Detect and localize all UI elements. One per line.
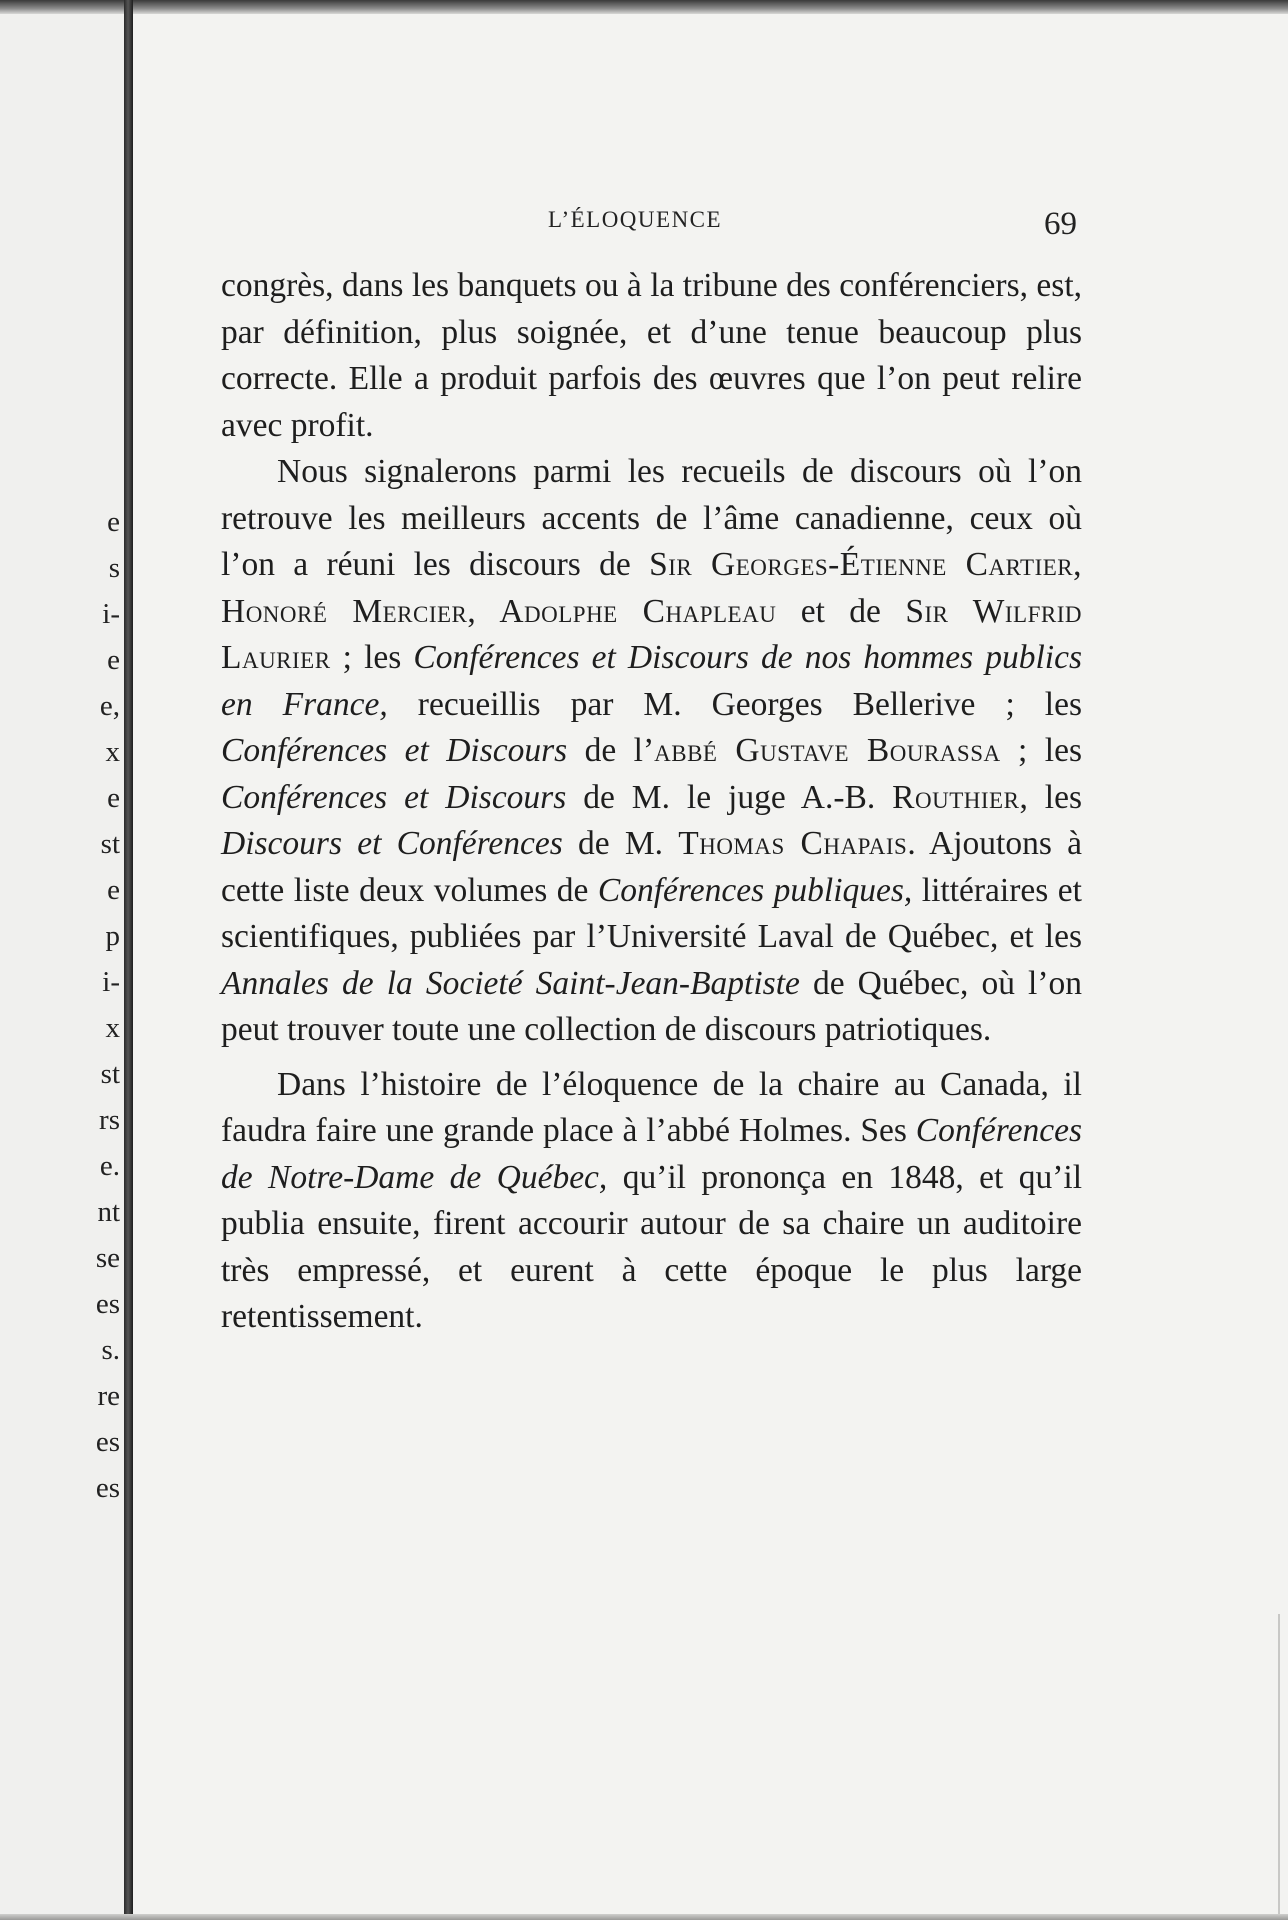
italic-title: Discours et Conférences — [221, 825, 563, 862]
page-edge-line — [1278, 1614, 1280, 1914]
text-run: de M. — [562, 825, 679, 862]
facing-page-fragment: s — [108, 552, 120, 584]
facing-page-fragment: p — [105, 920, 120, 952]
text-run: congrès, dans les banquets ou à la tribune des conférenciers, est, par définition, plus soignée, et d’une tenue beaucoup plus correcte. Elle a produit parfois des œuvres que l’on peut relire avec profit. — [221, 267, 1082, 444]
italic-title: Conférences de Notre-Dame de Québec, — [221, 1112, 1082, 1196]
facing-page-fragment: se — [95, 1242, 120, 1274]
text-run: . Ajoutons à cette liste deux volumes de — [221, 825, 1082, 909]
facing-page-fragment: e — [107, 644, 120, 676]
page-number: 69 — [1044, 206, 1077, 242]
small-caps-name: Thomas Chapais — [678, 825, 908, 862]
running-head: L’ÉLOQUENCE — [548, 207, 723, 232]
body-text — [221, 263, 1082, 1341]
facing-page-fragment: st — [100, 1058, 120, 1090]
text-run: Nous signalerons parmi les recueils de discours où l’on retrouve les meilleurs accents de l’âme canadienne, ceux où l’on a réuni les discours de — [221, 453, 1082, 583]
facing-page-fragment: es — [95, 1426, 120, 1458]
paragraph — [221, 449, 1082, 1054]
text-run: recueillis par M. Georges Bellerive ; les — [387, 685, 1082, 723]
facing-page-fragment: es — [95, 1288, 120, 1320]
small-caps-name: Routhier — [892, 778, 1020, 816]
facing-page-fragment: nt — [97, 1196, 120, 1228]
small-caps-name: abbé Gustave Bourassa — [654, 732, 1001, 769]
facing-page-edge — [0, 14, 124, 1920]
small-caps-name: Sir Georges-Étienne Cartier, Honoré Mercier, Adolphe Chapleau — [221, 546, 1083, 630]
facing-page-fragment: i- — [102, 598, 120, 630]
italic-title: Annales de la Societé Saint-Jean-Baptiste — [221, 964, 800, 1002]
small-caps-name: Sir Wilfrid Laurier — [221, 592, 1082, 676]
paragraph — [221, 1062, 1082, 1341]
text-run: de M. le juge A.-B. — [566, 778, 893, 816]
facing-page-fragment: st — [100, 828, 120, 860]
italic-title: Conférences et Discours — [221, 732, 568, 769]
facing-page-fragment: es — [95, 1472, 120, 1504]
facing-page-fragment: x — [105, 736, 120, 768]
facing-page-fragment: rs — [99, 1104, 120, 1136]
text-run: , les — [1019, 778, 1082, 816]
text-run: littéraires et scientifiques, publiées par l’Université Laval de Québec, et les — [221, 871, 1082, 955]
text-run: ; les — [1000, 732, 1082, 769]
top-page-edge — [0, 0, 1288, 14]
text-run: et de — [776, 592, 906, 630]
facing-page-fragment: e. — [99, 1150, 120, 1182]
facing-page-fragment: re — [97, 1380, 120, 1412]
text-run: de l’ — [567, 732, 655, 769]
text-run: ; les — [330, 639, 414, 676]
facing-page-fragment: i- — [102, 966, 120, 998]
book-binding-gutter — [124, 0, 133, 1920]
text-run: Dans l’histoire de l’éloquence de la chaire au Canada, il faudra faire une grande place à l’abbé Holmes. Ses — [221, 1065, 1082, 1149]
text-run: de Québec, où l’on peut trouver toute une collection de discours patriotiques. — [221, 964, 1082, 1048]
italic-title: Conférences publiques, — [597, 871, 913, 909]
text-run: qu’il prononça en 1848, et qu’il publia ensuite, firent accourir autour de sa chaire un auditoire très empressé, et eurent à cette époque le plus large retentissement. — [221, 1158, 1083, 1335]
facing-page-fragment: e — [107, 782, 120, 814]
facing-page-fragment: e, — [99, 690, 120, 722]
facing-page-fragment: x — [105, 1012, 120, 1044]
paragraph — [221, 263, 1082, 449]
facing-page-fragment: s. — [101, 1334, 120, 1366]
italic-title: Conférences et Discours — [221, 778, 567, 816]
facing-page-fragment: e — [107, 874, 120, 906]
italic-title: Conférences et Discours de nos hommes publics en France, — [221, 639, 1082, 723]
bottom-page-edge — [0, 1914, 1288, 1920]
facing-page-fragment: e — [107, 506, 120, 538]
